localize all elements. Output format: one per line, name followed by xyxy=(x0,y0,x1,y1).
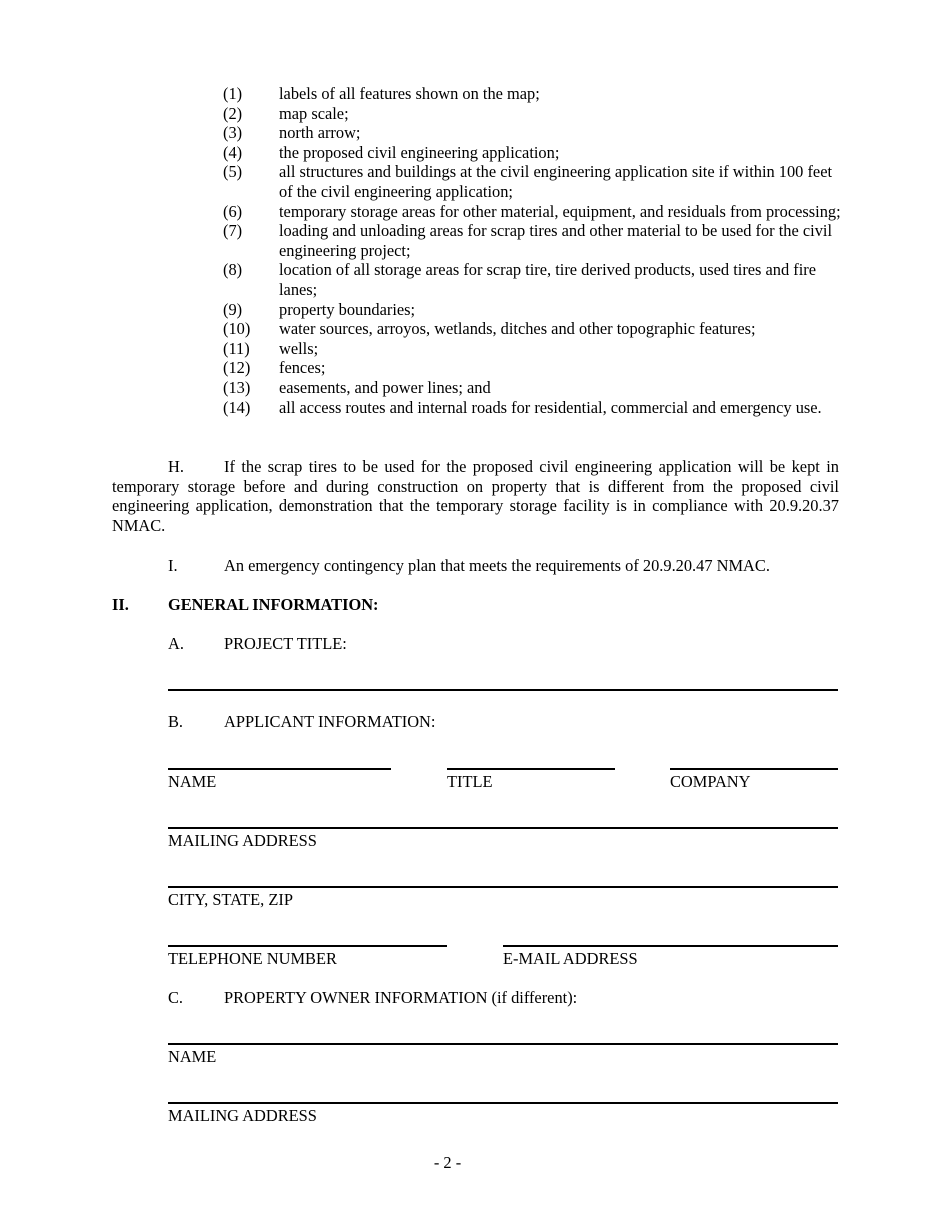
list-item-number: (8) xyxy=(223,260,243,280)
list-item-number: (10) xyxy=(223,319,251,339)
paragraph-h-text: If the scrap tires to be used for the proposed civil engineering application will be kept in temporary storage before and during construction on property that is different from the proposed civil engineering application, demonstration that the temporary storage facility is in compliance with 20.9.20.37 NMAC. xyxy=(112,457,839,535)
list-item-text: temporary storage areas for other material, equipment, and residuals from processing; xyxy=(279,201,841,221)
applicant-mailing-address-label: MAILING ADDRESS xyxy=(168,831,317,850)
owner-mailing-address-label: MAILING ADDRESS xyxy=(168,1106,317,1125)
list-item xyxy=(223,202,843,222)
list-item xyxy=(223,123,843,143)
project-title-line[interactable] xyxy=(168,689,838,691)
applicant-info-label: B. xyxy=(168,712,184,731)
applicant-company-line[interactable] xyxy=(670,768,838,770)
list-item-number: (9) xyxy=(223,299,243,319)
list-item-number: (6) xyxy=(223,201,243,221)
paragraph-i-text: An emergency contingency plan that meets the requirements of 20.9.20.47 NMAC. xyxy=(224,556,770,575)
owner-info-text: PROPERTY OWNER INFORMATION (if different): xyxy=(224,988,578,1007)
applicant-name-label: NAME xyxy=(168,772,217,791)
list-item-number: (12) xyxy=(223,358,251,378)
list-item xyxy=(223,358,843,378)
list-item xyxy=(223,378,843,398)
project-title-label: A. xyxy=(168,634,184,653)
list-item-text: easements, and power lines; and xyxy=(279,377,491,397)
map-requirements-list xyxy=(223,84,843,417)
page-number: - 2 - xyxy=(433,1153,462,1172)
list-item xyxy=(223,300,843,320)
applicant-email-label: E-MAIL ADDRESS xyxy=(503,949,638,968)
list-item-text: water sources, arroyos, wetlands, ditches and other topographic features; xyxy=(279,319,756,339)
list-item xyxy=(223,319,843,339)
list-item-text: all access routes and internal roads for residential, commercial and emergency use. xyxy=(279,397,822,417)
section-ii-label: II. xyxy=(112,595,129,614)
paragraph-h-label: H. xyxy=(168,457,184,476)
applicant-title-line[interactable] xyxy=(447,768,615,770)
applicant-name-line[interactable] xyxy=(168,768,391,770)
list-item xyxy=(223,143,843,163)
owner-name-label: NAME xyxy=(168,1047,217,1066)
list-item xyxy=(223,162,843,201)
list-item-number: (1) xyxy=(223,84,243,103)
list-item-text: the proposed civil engineering application; xyxy=(279,142,560,162)
list-item xyxy=(223,221,843,260)
list-item xyxy=(223,260,843,299)
list-item-text: labels of all features shown on the map; xyxy=(279,84,540,103)
list-item-number: (5) xyxy=(223,162,243,182)
list-item-number: (11) xyxy=(223,338,250,358)
applicant-company-label: COMPANY xyxy=(670,772,751,791)
list-item-text: map scale; xyxy=(279,103,349,123)
list-item-number: (7) xyxy=(223,221,243,241)
list-item-text: loading and unloading areas for scrap tires and other material to be used for the civil engineering project; xyxy=(279,221,832,260)
list-item xyxy=(223,339,843,359)
applicant-mailing-address-line[interactable] xyxy=(168,827,838,829)
paragraph-i-label: I. xyxy=(168,556,178,575)
list-item-text: fences; xyxy=(279,358,326,378)
applicant-telephone-label: TELEPHONE NUMBER xyxy=(168,949,337,968)
list-item-text: wells; xyxy=(279,338,319,358)
project-title-text: PROJECT TITLE: xyxy=(224,634,347,653)
list-item-number: (4) xyxy=(223,142,243,162)
list-item-text: all structures and buildings at the civil engineering application site if within 100 feet of the civil engineering application; xyxy=(279,162,833,201)
applicant-telephone-line[interactable] xyxy=(168,945,447,947)
applicant-city-state-zip-line[interactable] xyxy=(168,886,838,888)
list-item-text: location of all storage areas for scrap tire, tire derived products, used tires and fire lanes; xyxy=(279,260,817,299)
list-item-text: north arrow; xyxy=(279,123,361,143)
applicant-city-state-zip-label: CITY, STATE, ZIP xyxy=(168,890,293,909)
applicant-email-line[interactable] xyxy=(503,945,838,947)
owner-name-line[interactable] xyxy=(168,1043,838,1045)
applicant-info-text: APPLICANT INFORMATION: xyxy=(224,712,436,731)
list-item xyxy=(223,84,843,104)
list-item xyxy=(223,104,843,124)
paragraph-h xyxy=(112,457,839,535)
owner-mailing-address-line[interactable] xyxy=(168,1102,838,1104)
list-item-number: (13) xyxy=(223,377,251,397)
applicant-title-label: TITLE xyxy=(447,772,493,791)
list-item-number: (2) xyxy=(223,103,243,123)
section-ii-title: GENERAL INFORMATION: xyxy=(168,595,379,614)
list-item-number: (3) xyxy=(223,123,243,143)
list-item xyxy=(223,398,843,418)
owner-info-label: C. xyxy=(168,988,184,1007)
list-item-text: property boundaries; xyxy=(279,299,416,319)
list-item-number: (14) xyxy=(223,397,251,417)
